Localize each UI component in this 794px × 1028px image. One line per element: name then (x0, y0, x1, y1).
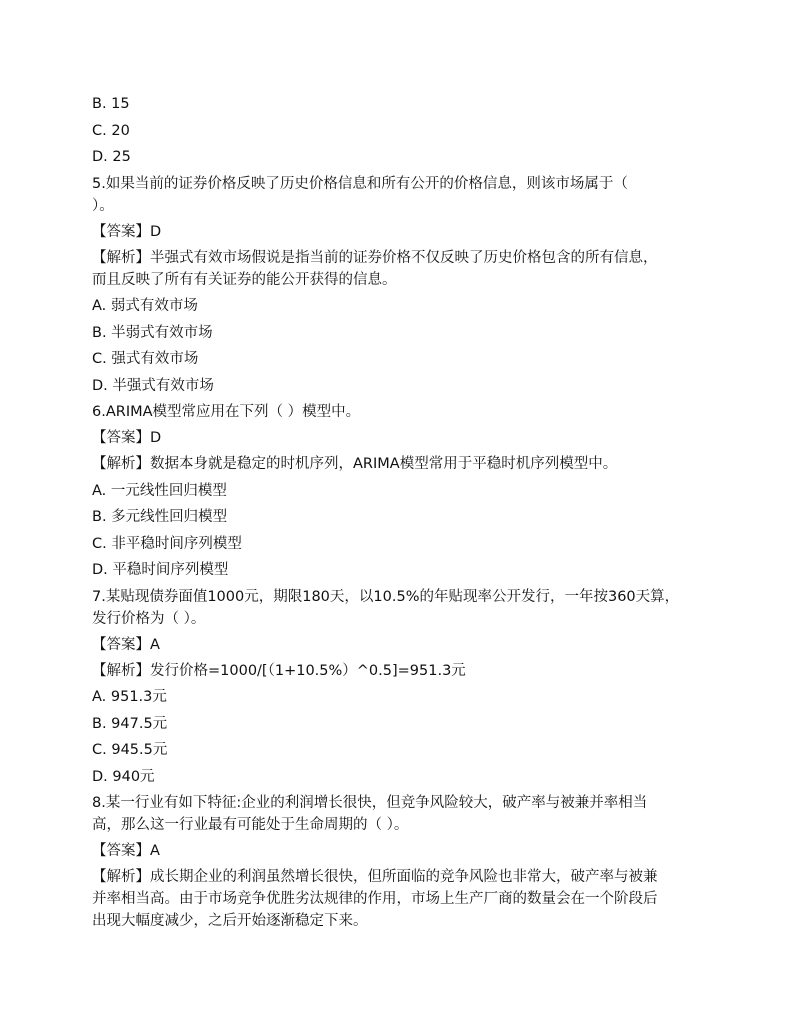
line-32: 并率相当高。由于市场竞争优胜劣汰规律的作用，市场上生产厂商的数量会在一个阶段后 (92, 891, 658, 907)
line-9: A. 弱式有效市场 (92, 298, 198, 314)
line-33: 出现大幅度减少，之后开始逐渐稳定下来。 (92, 913, 368, 929)
line-19: D. 平稳时间序列模型 (92, 562, 229, 578)
line-10: B. 半弱式有效市场 (92, 324, 213, 341)
line-5: ）。 (92, 197, 114, 214)
line-25: B. 947.5元 (92, 715, 168, 732)
line-22: 【答案】A (92, 636, 160, 653)
line-2: C. 20 (92, 122, 130, 139)
line-20: 7.某贴现债券面值1000元，期限180天，以10.5%的年贴现率公开发行，一年按360天算， (92, 588, 680, 605)
line-14: 【答案】D (92, 430, 162, 446)
line-8: 而且反映了所有有关证券的能公开获得的信息。 (92, 271, 397, 288)
line-4: 5.如果当前的证券价格反映了历史价格信息和所有公开的价格信息，则该市场属于（ (92, 175, 628, 192)
line-26: C. 945.5元 (92, 742, 168, 758)
line-30: 【答案】A (92, 843, 160, 859)
line-29: 高，那么这一行业最有可能处于生命周期的（ ）。 (92, 817, 409, 833)
line-15: 【解析】数据本身就是稳定的时机序列，ARIMA模型常用于平稳时机序列模型中。 (92, 456, 618, 472)
line-16: A. 一元线性回归模型 (92, 482, 227, 499)
line-24: A. 951.3元 (92, 689, 167, 705)
line-18: C. 非平稳时间序列模型 (92, 535, 242, 552)
line-31: 【解析】成长期企业的利润虽然增长很快，但所面临的竞争风险也非常大，破产率与被兼 (92, 869, 658, 885)
line-6: 【答案】D (92, 223, 162, 240)
line-7: 【解析】半强式有效市场假说是指当前的证券价格不仅反映了历史价格包含的所有信息， (92, 249, 658, 266)
line-17: B. 多元线性回归模型 (92, 509, 228, 525)
line-28: 8.某一行业有如下特征:企业的利润增长很快，但竞争风险较大，破产率与被兼并率相当 (92, 795, 648, 811)
line-11: C. 强式有效市场 (92, 351, 199, 367)
line-13: 6.ARIMA模型常应用在下列（ ）模型中。 (92, 404, 361, 420)
line-23: 【解析】发行价格=1000/[（1+10.5%）^0.5]=951.3元 (92, 662, 466, 679)
line-27: D. 940元 (92, 768, 155, 785)
line-3: D. 25 (92, 149, 131, 165)
line-21: 发行价格为（ ）。 (92, 610, 206, 627)
line-12: D. 半强式有效市场 (92, 377, 214, 394)
line-1: B. 15 (92, 96, 130, 112)
